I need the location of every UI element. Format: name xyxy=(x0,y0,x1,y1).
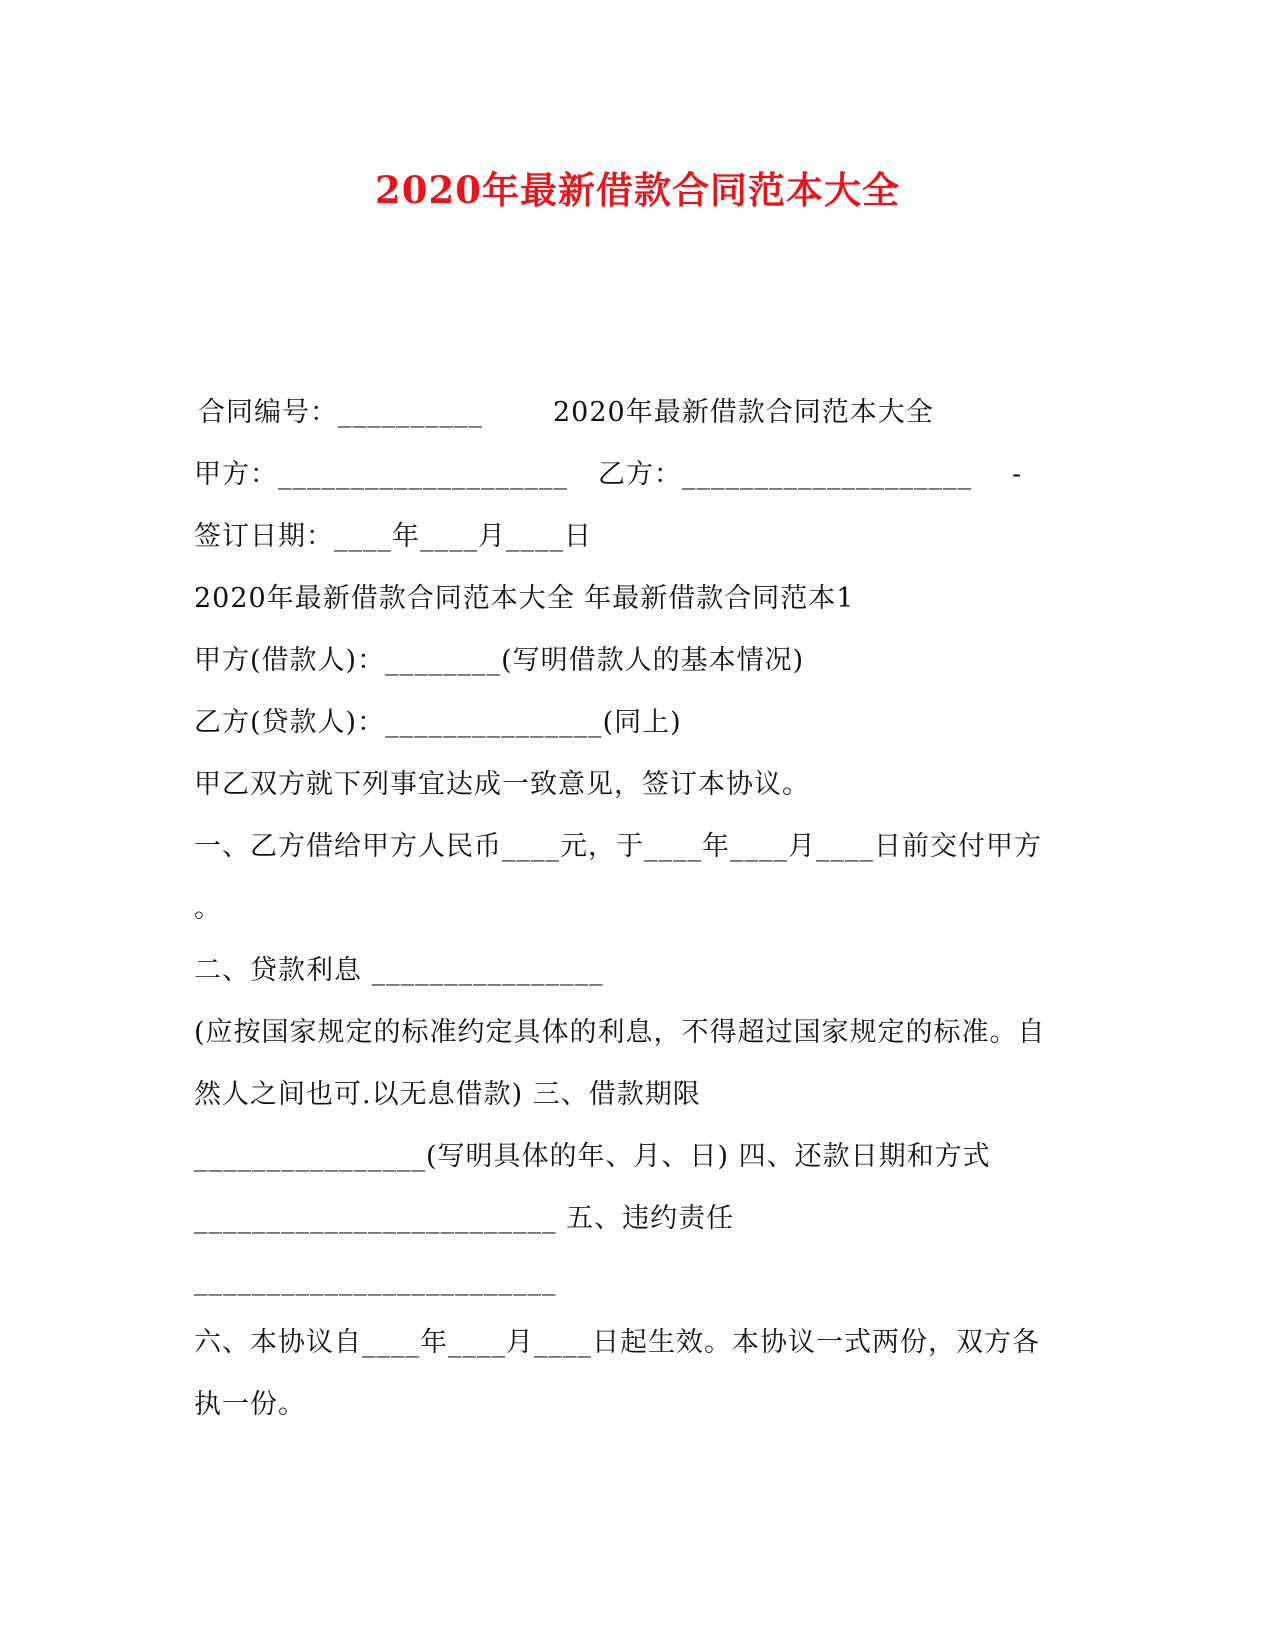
party-b-field: 乙方：____________________ xyxy=(598,459,972,490)
clause-6-end-line: 执一份。 xyxy=(194,1389,306,1420)
agreement-intro-line: 甲乙双方就下列事宜达成一致意见，签订本协议。 xyxy=(194,769,810,800)
clause-3-line: 然人之间也可.以无息借款) 三、借款期限 xyxy=(194,1079,701,1110)
clause-2-line: 二、贷款利息 ________________ xyxy=(194,955,604,986)
lender-line: 乙方(贷款人)：_______________(同上) xyxy=(194,707,682,738)
contract-number-title: 2020年最新借款合同范本大全 xyxy=(553,397,934,428)
clause-5-blank-line: _________________________ xyxy=(194,1265,557,1296)
borrower-line: 甲方(借款人)：________(写明借款人的基本情况) xyxy=(194,645,805,676)
clause-6-line: 六、本协议自____年____月____日起生效。本协议一式两份，双方各 xyxy=(194,1327,1040,1358)
clause-1-end-line: 。 xyxy=(194,893,222,924)
parties-line xyxy=(194,457,1022,493)
clause-2-note-line: (应按国家规定的标准约定具体的利息，不得超过国家规定的标准。自 xyxy=(194,1017,1046,1048)
signing-date-line: 签订日期：____年____月____日 xyxy=(194,521,592,552)
subtitle-line: 2020年最新借款合同范本大全 年最新借款合同范本1 xyxy=(194,583,855,614)
document-title: 2020年最新借款合同范本大全 xyxy=(375,168,900,212)
party-a-field: 甲方：____________________ xyxy=(194,459,568,490)
clause-1-line: 一、乙方借给甲方人民币____元，于____年____月____日前交付甲方 xyxy=(194,831,1042,862)
contract-number-label: 合同编号：__________ xyxy=(198,397,483,428)
contract-number-line xyxy=(198,395,934,431)
clause-4-line: ________________(写明具体的年、月、日) 四、还款日期和方式 xyxy=(194,1141,991,1172)
clause-5-line: _________________________ 五、违约责任 xyxy=(194,1203,735,1234)
party-line-tail: - xyxy=(1012,459,1023,490)
